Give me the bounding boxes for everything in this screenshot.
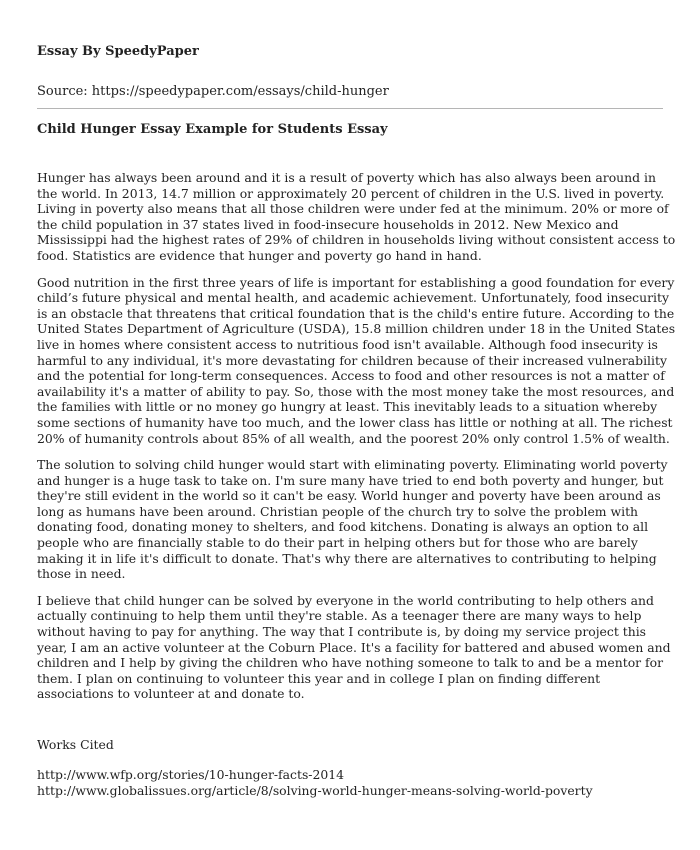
document-header — [37, 44, 667, 99]
works-cited-list — [37, 767, 677, 798]
reference-link[interactable]: http://www.wfp.org/stories/10-hunger-facts-2014 — [37, 767, 345, 782]
essay-title: Child Hunger Essay Example for Students Essay — [37, 122, 388, 137]
reference-link[interactable]: http://www.globalissues.org/article/8/solving-world-hunger-means-solving-world-poverty — [37, 782, 593, 798]
essay-paragraph: The solution to solving child hunger would start with eliminating poverty. Eliminating world poverty and hunger is a huge task to take on. I'm sure many have tried to end both poverty and hunger, but they're still evident in the world so it can't be easy. World hunger and poverty have been around as long as humans have been around. Christian people of the church try to solve the problem with donating food, donating money to shelters, and food kitchens. Donating is always an option to all people who are financially stable to do their part in helping others but for those who are barely making it in life it's difficult to donate. That's why there are alternatives to contributing to helping those in need. — [37, 457, 668, 582]
works-cited-heading: Works Cited — [37, 737, 114, 752]
essay-paragraph: Good nutrition in the first three years of life is important for establishing a good foundation for every child’s future physical and mental health, and academic achievement. Unfortunately, food insecurity is an obstacle that threatens that critical foundation that is the child's entire future. According to the United States Department of Agriculture (USDA), 15.8 million children under 18 in the United States live in homes where consistent access to nutritious food isn't available. Although food insecurity is harmful to any individual, it's more devastating for children because of their increased vulnerability and the potential for long-term consequences. Access to food and other resources is not a matter of availability it's a matter of ability to pay. So, those with the most money take the most resources, and the families with little or no money go hungry at least. This inevitably leads to a situation whereby some sections of humanity have too much, and the lower class has little or nothing at all. The richest 20% of humanity controls about 85% of all wealth, and the poorest 20% only control 1.5% of wealth. — [37, 274, 676, 446]
essay-body — [37, 170, 677, 713]
header-divider — [37, 108, 663, 109]
source-line: Source: https://speedypaper.com/essays/child-hunger — [37, 84, 389, 99]
essay-paragraph: Hunger has always been around and it is a result of poverty which has also always been around in the world. In 2013, 14.7 million or approximately 20 percent of children in the U.S. lived in poverty. Living in poverty also means that all those children were under fed at the minimum. 20% or more of the child population in 37 states lived in food-insecure households in 2012. New Mexico and Mississippi had the highest rates of 29% of children in households living without consistent access to food. Statistics are evidence that hunger and poverty go hand in hand. — [37, 170, 676, 263]
brand-title: Essay By SpeedyPaper — [37, 44, 199, 59]
essay-paragraph: I believe that child hunger can be solved by everyone in the world contributing to help others and actually continuing to help them until they're stable. As a teenager there are many ways to help without having to pay for anything. The way that I contribute is, by doing my service project this year, I am an active volunteer at the Coburn Place. It's a facility for battered and abused women and children and I help by giving the children who have nothing someone to talk to and be a mentor for them. I plan on continuing to volunteer this year and in college I plan on finding different associations to volunteer at and donate to. — [37, 592, 671, 702]
